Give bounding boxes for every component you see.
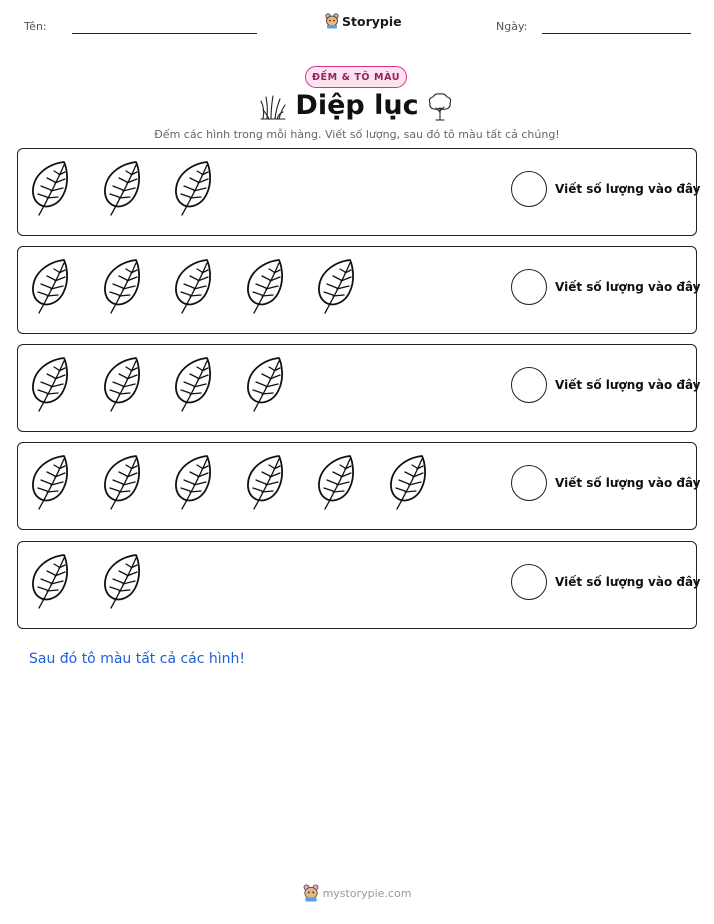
leaf-icon[interactable] [171,355,213,413]
activity-badge: ĐẾM & TÔ MÀU [305,66,407,88]
footer-site: mystorypie.com [322,886,412,900]
leaf-icon[interactable] [100,355,142,413]
leaf-icon[interactable] [243,453,285,511]
leaf-icon[interactable] [100,453,142,511]
brand-name: Storypie [342,13,402,29]
answer-label: Viết số lượng vào đây [555,182,701,196]
name-label: Tên: [24,20,47,33]
leaf-icon[interactable] [100,159,142,217]
answer-circle[interactable] [511,465,547,501]
leaf-icon[interactable] [386,453,428,511]
footer [0,884,714,902]
leaf-icon[interactable] [243,355,285,413]
date-line[interactable] [542,33,691,34]
leaf-icon[interactable] [171,159,213,217]
leaf-icon[interactable] [243,257,285,315]
count-row-1 [17,148,701,236]
answer-label: Viết số lượng vào đây [555,575,701,589]
count-row-3 [17,344,701,432]
leaf-icon[interactable] [28,159,70,217]
leaf-icon[interactable] [28,453,70,511]
leaf-icon[interactable] [314,257,356,315]
answer-circle[interactable] [511,171,547,207]
answer-circle[interactable] [511,367,547,403]
leaf-icon[interactable] [28,355,70,413]
answer-label: Viết số lượng vào đây [555,476,701,490]
answer-label: Viết số lượng vào đây [555,280,701,294]
leaf-icon[interactable] [171,257,213,315]
coloring-instruction: Sau đó tô màu tất cả các hình! [29,651,246,667]
answer-label: Viết số lượng vào đây [555,378,701,392]
count-row-2 [17,246,701,334]
bear-logo-icon [325,13,339,29]
page-title: Diệp lục [295,90,419,121]
answer-circle[interactable] [511,564,547,600]
leaf-icon[interactable] [100,257,142,315]
tree-icon [427,92,453,122]
bear-logo-icon [303,884,319,902]
leaf-icon[interactable] [171,453,213,511]
leaf-icon[interactable] [28,257,70,315]
date-label: Ngày: [496,20,528,33]
instructions: Đếm các hình trong mỗi hàng. Viết số lượng, sau đó tô màu tất cả chúng! [154,128,560,141]
leaf-icon[interactable] [314,453,356,511]
name-line[interactable] [72,33,257,34]
count-row-5 [17,541,701,629]
answer-circle[interactable] [511,269,547,305]
brand-logo [325,13,402,29]
count-row-4 [17,442,701,530]
leaf-icon[interactable] [28,552,70,610]
leaf-icon[interactable] [100,552,142,610]
